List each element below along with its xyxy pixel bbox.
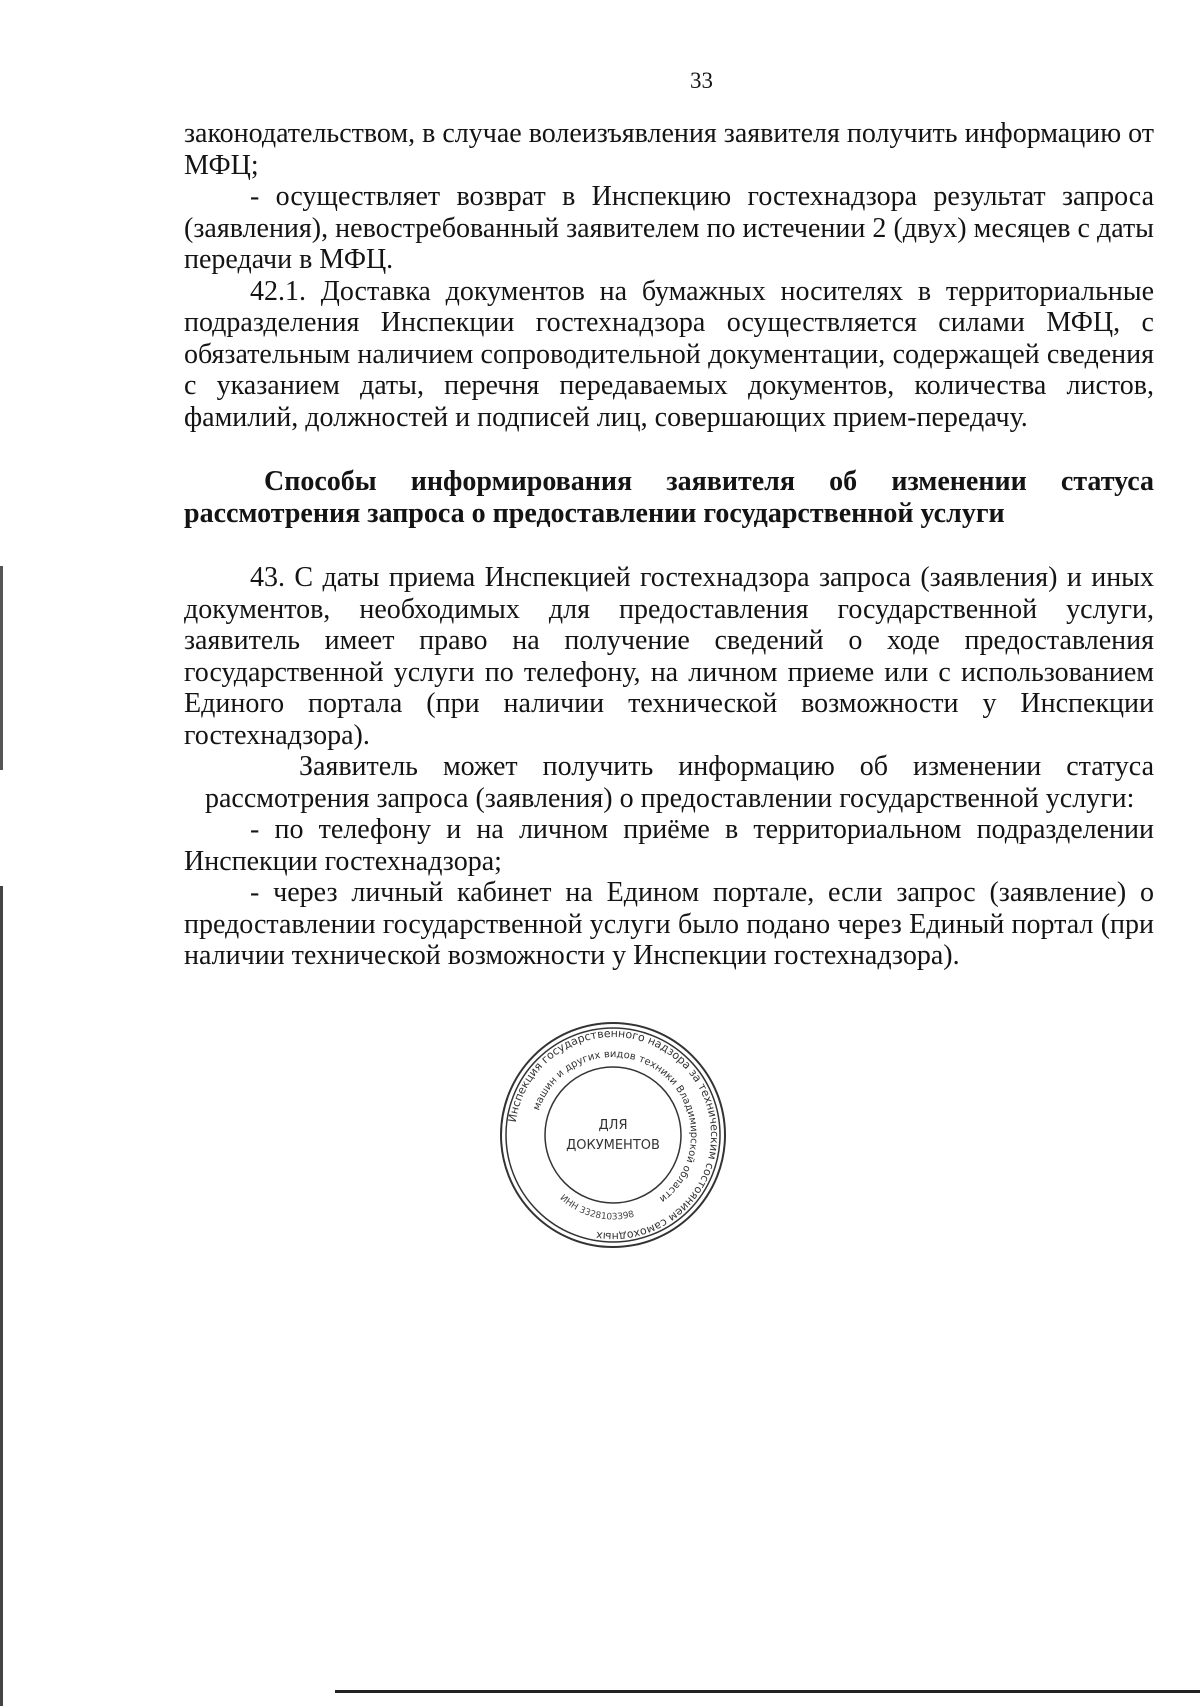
stamp-center-line-2: ДОКУМЕНТОВ [566, 1138, 660, 1153]
document-body [184, 118, 1154, 972]
stamp-center-line-1: ДЛЯ [598, 1118, 628, 1133]
paragraph-info-methods: Заявитель может получить информацию об изменении статуса рассмотрения запроса (заявления) о предоставлении государственной услуги: [205, 751, 1154, 814]
scan-margin-mark [0, 566, 3, 770]
official-stamp [497, 1019, 729, 1251]
paragraph-return: - осуществляет возврат в Инспекцию гостехнадзора результат запроса (заявления), невостребованный заявителем по истечении 2 (двух) месяцев с даты передачи в МФЦ. [184, 181, 1154, 275]
scan-bottom-line [335, 1690, 1200, 1693]
list-item-phone: - по телефону и на личном приёме в территориальном подразделении Инспекции гостехнадзора; [184, 814, 1154, 877]
stamp-outer-text: Инспекция государственного надзора за техническим состоянием самоходных [505, 1026, 722, 1244]
section-heading: Способы информирования заявителя об изменении статуса рассмотрения запроса о предоставлении государственной услуги [184, 466, 1154, 529]
list-item-portal: - через личный кабинет на Едином портале, если запрос (заявление) о предоставлении государственной услуги было подано через Единый портал (при наличии технической возможности у Инспекции гостехнадзора). [184, 877, 1154, 971]
stamp-inner-text: машин и других видов техники Владимирской области [531, 1048, 700, 1205]
paragraph-continuation: законодательством, в случае волеизъявления заявителя получить информацию от МФЦ; [184, 118, 1154, 181]
paragraph-43: 43. С даты приема Инспекцией гостехнадзора запроса (заявления) и иных документов, необходимых для предоставления государственной услуги, заявитель имеет право на получение сведений о ходе предоставления государственной услуги по телефону, на личном приеме или с использованием Единого портала (при наличии технической возможности у Инспекции гостехнадзора). [184, 562, 1154, 751]
scan-margin-line [0, 886, 3, 1706]
paragraph-42-1: 42.1. Доставка документов на бумажных носителях в территориальные подразделения Инспекции гостехнадзора осуществляется силами МФЦ, с обязательным наличием сопроводительной документации, содержащей сведения с указанием даты, перечня передаваемых документов, количества листов, фамилий, должностей и подписей лиц, совершающих прием-передачу. [184, 275, 1154, 433]
page-number: 33 [690, 68, 713, 93]
stamp-inn-text: ИНН 3328103398 [557, 1193, 636, 1223]
